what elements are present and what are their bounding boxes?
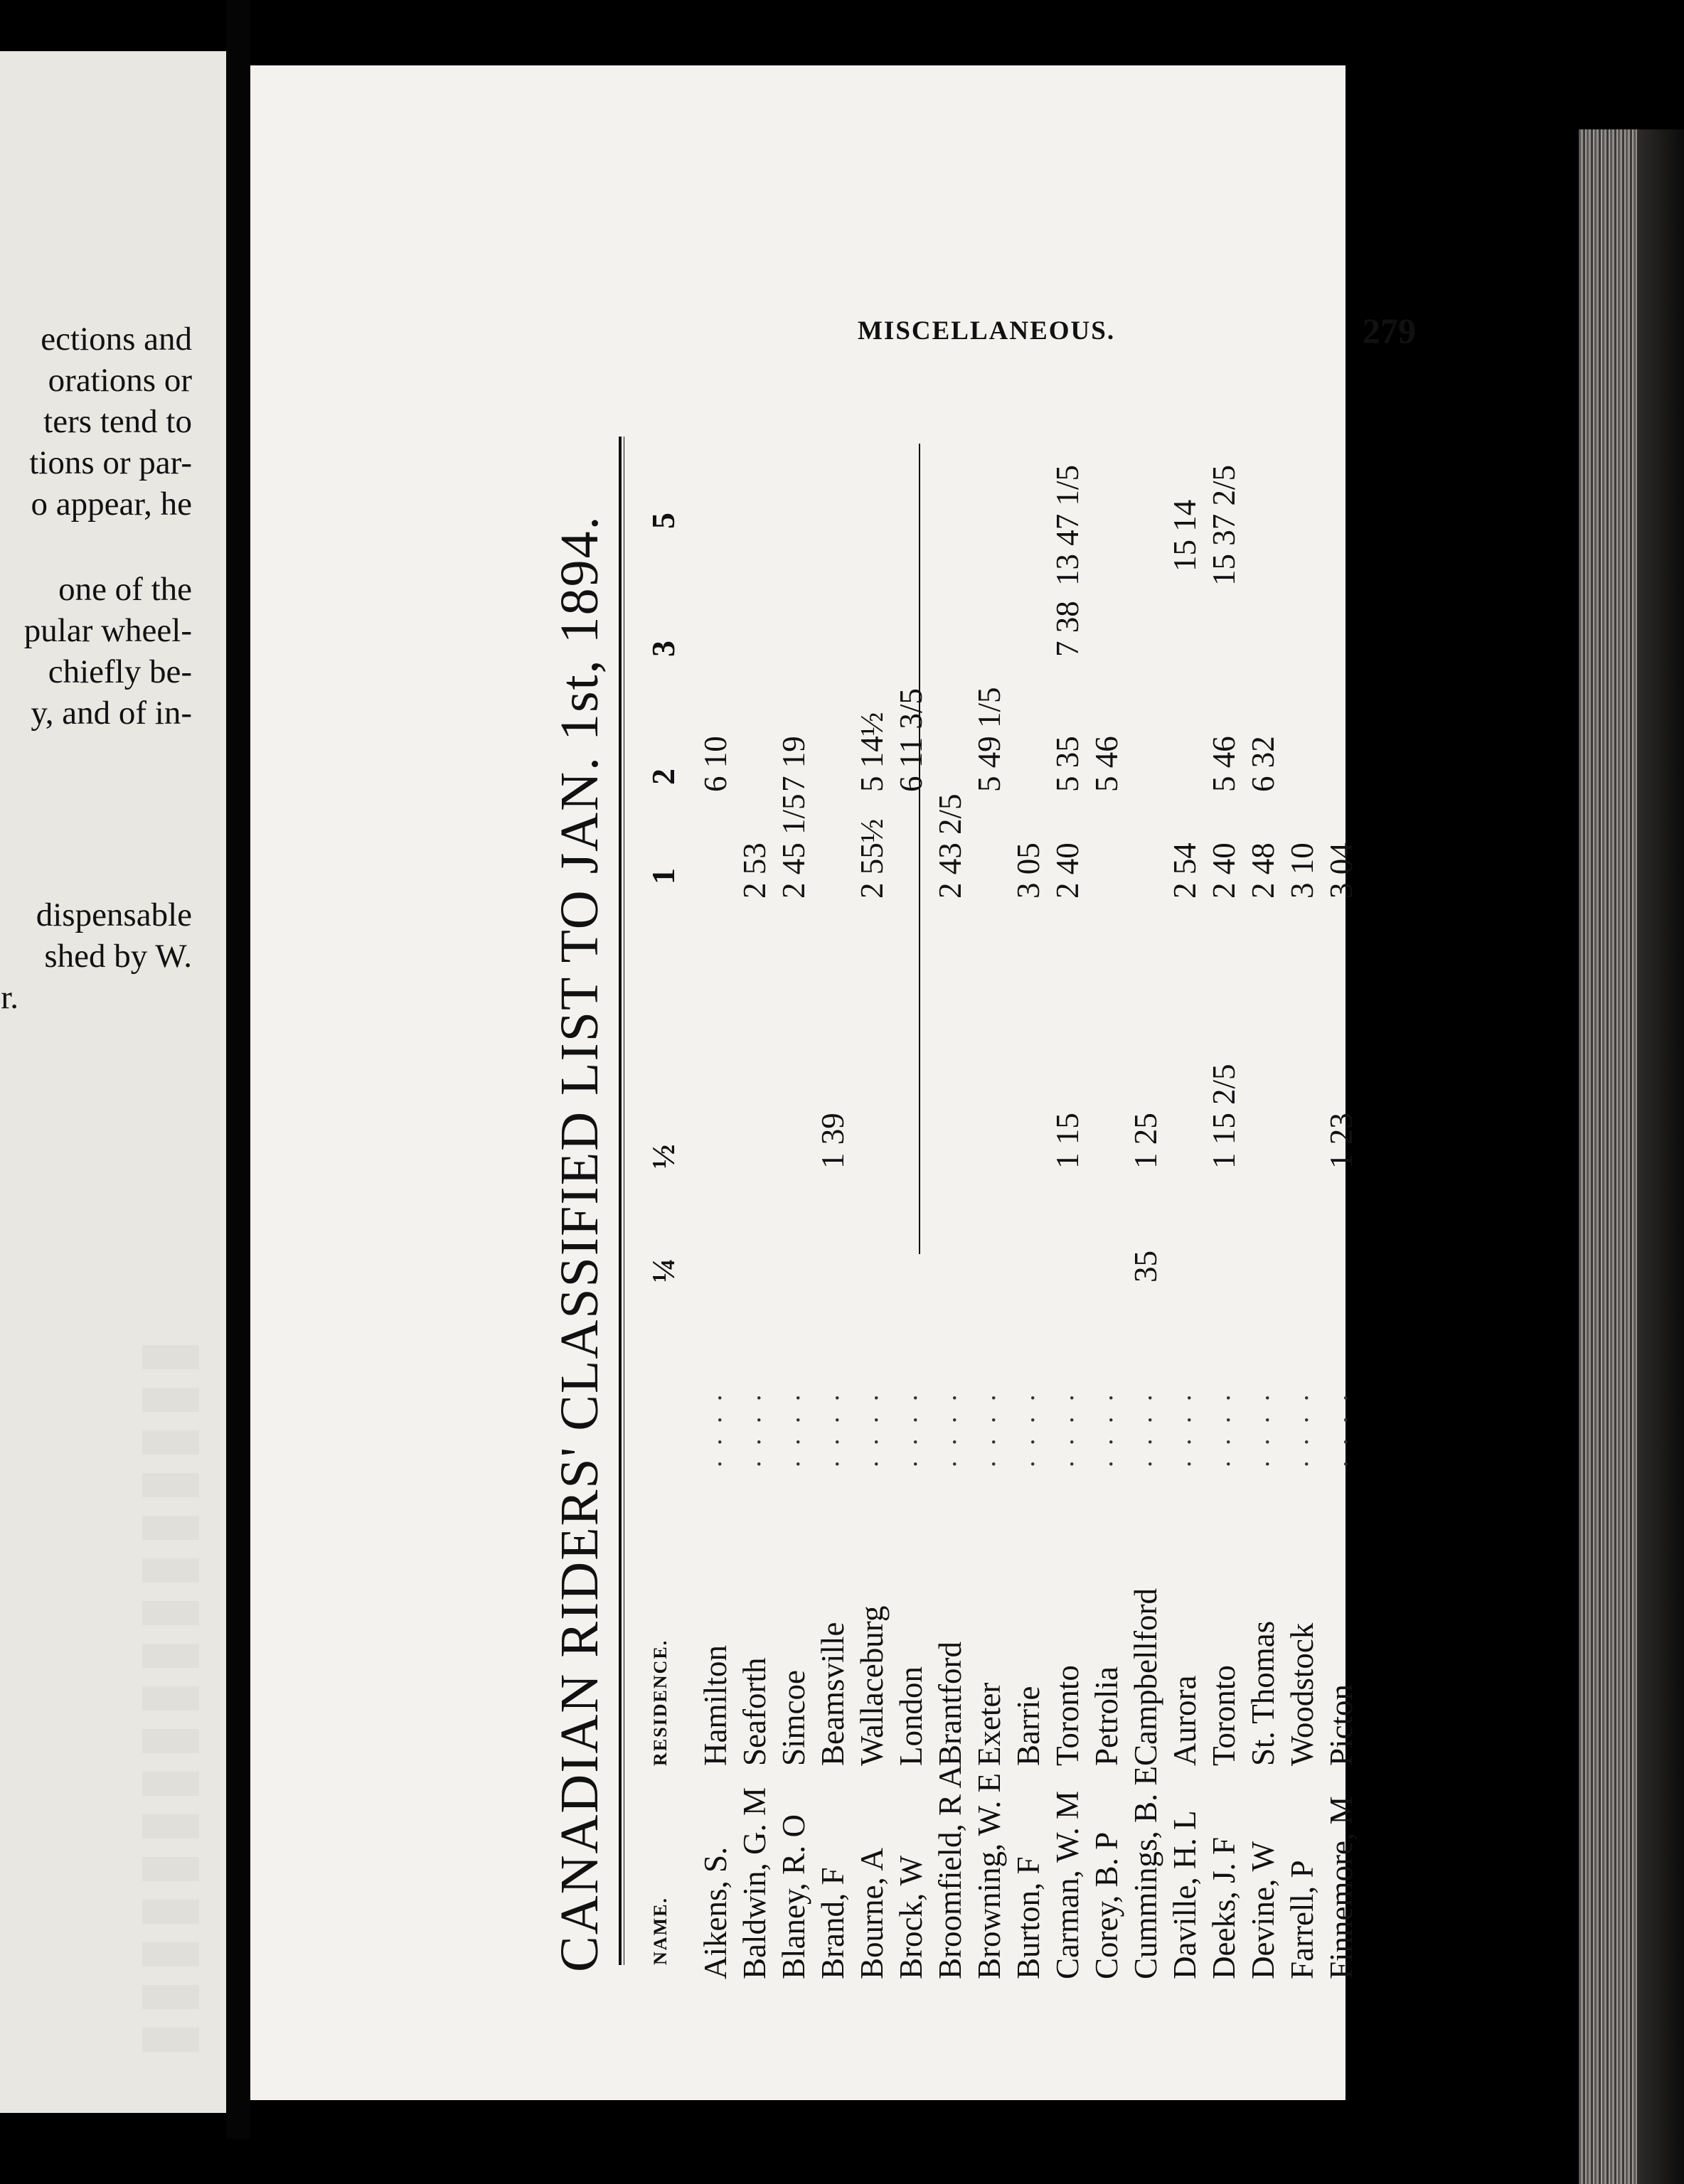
residence-cell: Campbellford <box>1128 1588 1163 1766</box>
leader-dots: . . . . <box>1167 1390 1197 1467</box>
table-row <box>1010 373 1050 1993</box>
one-mile-cell: 2 48 <box>1245 842 1281 899</box>
name-cell: Carman, W. M <box>1050 1791 1085 1979</box>
name-cell: Brock, W <box>893 1855 929 1979</box>
leader-dots: . . . . <box>971 1390 1001 1467</box>
leader-dots: . . . . <box>1011 1390 1040 1467</box>
residence-cell: Seaforth <box>737 1657 772 1766</box>
five-mile-cell: 15 37 2/5 <box>1206 464 1242 586</box>
rotated-table <box>528 373 1359 1993</box>
name-cell: Deeks, J. F <box>1206 1837 1242 1979</box>
two-mile-cell: 5 46 <box>1089 736 1124 792</box>
left-page-line: ters tend to <box>43 403 192 440</box>
two-mile-cell: 5 49 1/5 <box>971 687 1007 792</box>
show-through-text <box>142 1345 199 2056</box>
leader-dots: . . . . <box>932 1390 962 1467</box>
table-row <box>1245 373 1284 1993</box>
name-cell: Bourne, A <box>854 1848 890 1979</box>
table-row <box>1284 373 1323 1993</box>
leader-dots: . . . . <box>893 1390 923 1467</box>
half-mile-cell: 1 25 <box>1128 1113 1163 1169</box>
running-head: MISCELLANEOUS. <box>858 316 1116 346</box>
one-mile-cell: 2 40 <box>1050 842 1085 899</box>
residence-cell: Woodstock <box>1284 1622 1320 1766</box>
half-mile-cell: 1 39 <box>815 1113 851 1169</box>
name-cell: Finnemore, M <box>1323 1796 1359 1979</box>
table-row <box>932 373 971 1993</box>
residence-cell: Brantford <box>932 1642 968 1766</box>
five-mile-cell: 13 47 1/5 <box>1050 464 1085 586</box>
left-page-line: shed by W. <box>44 938 192 975</box>
residence-cell: Exeter <box>971 1682 1007 1766</box>
table-row <box>1205 373 1245 1993</box>
name-cell: Cummings, B. E <box>1128 1765 1163 1979</box>
two-mile-cell: 7 19 <box>776 736 811 792</box>
table-row <box>814 373 854 1993</box>
residence-cell: Beamsville <box>815 1622 851 1766</box>
name-cell: Daville, H. L <box>1167 1810 1203 1979</box>
left-page-line: o appear, he <box>31 486 192 523</box>
table-row <box>1166 373 1206 1993</box>
name-cell: Farrell, P <box>1284 1860 1320 1979</box>
leader-dots: . . . . <box>1323 1390 1353 1467</box>
leader-dots: . . . . <box>737 1390 767 1467</box>
two-mile-cell: 5 35 <box>1050 736 1085 792</box>
table-row <box>892 373 932 1993</box>
one-mile-cell: 2 53 <box>737 842 772 899</box>
left-page <box>0 51 226 2113</box>
name-cell: Burton, F <box>1011 1856 1046 1979</box>
name-cell: Baldwin, G. M <box>737 1787 772 1979</box>
left-page-line: tions or par- <box>29 444 192 481</box>
name-cell: Browning, W. E <box>971 1772 1007 1979</box>
two-mile-cell: 6 11 3/5 <box>893 688 929 792</box>
one-mile-cell: 2 40 <box>1206 842 1242 899</box>
residence-cell: St. Thomas <box>1245 1620 1281 1766</box>
left-page-line: pular wheel- <box>23 612 192 649</box>
name-cell: Brand, F <box>815 1867 851 1979</box>
leader-dots: . . . . <box>698 1390 728 1467</box>
column-header-name: NAME. <box>650 1897 671 1965</box>
column-header-two: 2 <box>645 769 681 785</box>
leader-dots: . . . . <box>1206 1390 1236 1467</box>
table-row <box>971 373 1011 1993</box>
residence-cell: Toronto <box>1050 1665 1085 1766</box>
right-page <box>250 65 1416 2100</box>
column-header-quarter: ¼ <box>645 1258 681 1283</box>
half-mile-cell: 1 23 <box>1323 1113 1359 1169</box>
left-page-line: r. <box>1 979 18 1016</box>
column-header-three: 3 <box>645 641 681 657</box>
leader-dots: . . . . <box>1284 1390 1314 1467</box>
half-mile-cell: 1 15 <box>1050 1113 1085 1169</box>
table-row <box>1127 373 1167 1993</box>
two-mile-cell: 5 46 <box>1206 736 1242 792</box>
table-title: CANADIAN RIDERS' CLASSIFIED LIST TO JAN. 1st, 1894. <box>550 515 609 1972</box>
one-mile-cell: 2 55½ <box>854 818 890 899</box>
leader-dots: . . . . <box>1050 1390 1080 1467</box>
column-header-residence: RESIDENCE. <box>650 1639 671 1766</box>
left-page-line: ections and <box>41 321 192 358</box>
residence-cell: Aurora <box>1167 1675 1203 1766</box>
one-mile-cell: 2 43 2/5 <box>932 793 968 899</box>
one-mile-cell: 3 04 <box>1323 842 1359 899</box>
residence-cell: Wallaceburg <box>854 1605 890 1766</box>
residence-cell: Hamilton <box>698 1645 733 1766</box>
left-page-line: y, and of in- <box>31 695 192 732</box>
table-row <box>853 373 893 1993</box>
name-cell: Blaney, R. O <box>776 1814 811 1979</box>
table-row <box>775 373 815 1993</box>
leader-dots: . . . . <box>1128 1390 1158 1467</box>
residence-cell: Toronto <box>1206 1665 1242 1766</box>
residence-cell: Petrolia <box>1089 1666 1124 1766</box>
table-row <box>1323 373 1363 1993</box>
leader-dots: . . . . <box>1089 1390 1119 1467</box>
leader-dots: . . . . <box>1245 1390 1275 1467</box>
table-row <box>697 373 737 1993</box>
title-rule <box>619 437 622 1965</box>
page-number: 279 <box>1363 311 1416 350</box>
half-mile-cell: 1 15 2/5 <box>1206 1064 1242 1169</box>
name-cell: Aikens, S. <box>698 1846 733 1979</box>
one-mile-cell: 3 10 <box>1284 842 1320 899</box>
name-cell: Devine, W <box>1245 1841 1281 1979</box>
left-page-line: one of the <box>58 571 192 608</box>
left-page-line: dispensable <box>36 896 192 933</box>
two-mile-cell: 5 14½ <box>854 712 890 792</box>
residence-cell: Simcoe <box>776 1670 811 1766</box>
residence-cell: Barrie <box>1011 1686 1046 1766</box>
column-header-half: ½ <box>645 1144 681 1169</box>
residence-cell: London <box>893 1666 929 1766</box>
table-row <box>1049 373 1089 1993</box>
page-edge-shadow <box>1637 129 1684 2184</box>
book-gutter <box>226 0 250 2138</box>
name-cell: Corey, B. P <box>1089 1831 1124 1979</box>
column-header-five: 5 <box>645 513 681 529</box>
left-page-line: chiefly be- <box>48 653 192 690</box>
table-row <box>736 373 776 1993</box>
column-header-one: 1 <box>645 868 681 884</box>
five-mile-cell: 15 14 <box>1167 499 1203 572</box>
quarter-mile-cell: 35 <box>1128 1251 1163 1283</box>
one-mile-cell: 3 05 <box>1011 842 1046 899</box>
two-mile-cell: 6 32 <box>1245 736 1281 792</box>
residence-cell: Picton <box>1323 1684 1359 1766</box>
leader-dots: . . . . <box>776 1390 806 1467</box>
left-page-line: orations or <box>48 362 192 399</box>
name-cell: Broomfield, R A <box>932 1765 968 1979</box>
one-mile-cell: 2 45 1/5 <box>776 793 811 899</box>
one-mile-cell: 2 54 <box>1167 842 1203 899</box>
three-mile-cell: 7 38 <box>1050 601 1085 657</box>
two-mile-cell: 6 10 <box>698 736 733 792</box>
leader-dots: . . . . <box>854 1390 884 1467</box>
table-row <box>1088 373 1128 1993</box>
leader-dots: . . . . <box>815 1390 845 1467</box>
